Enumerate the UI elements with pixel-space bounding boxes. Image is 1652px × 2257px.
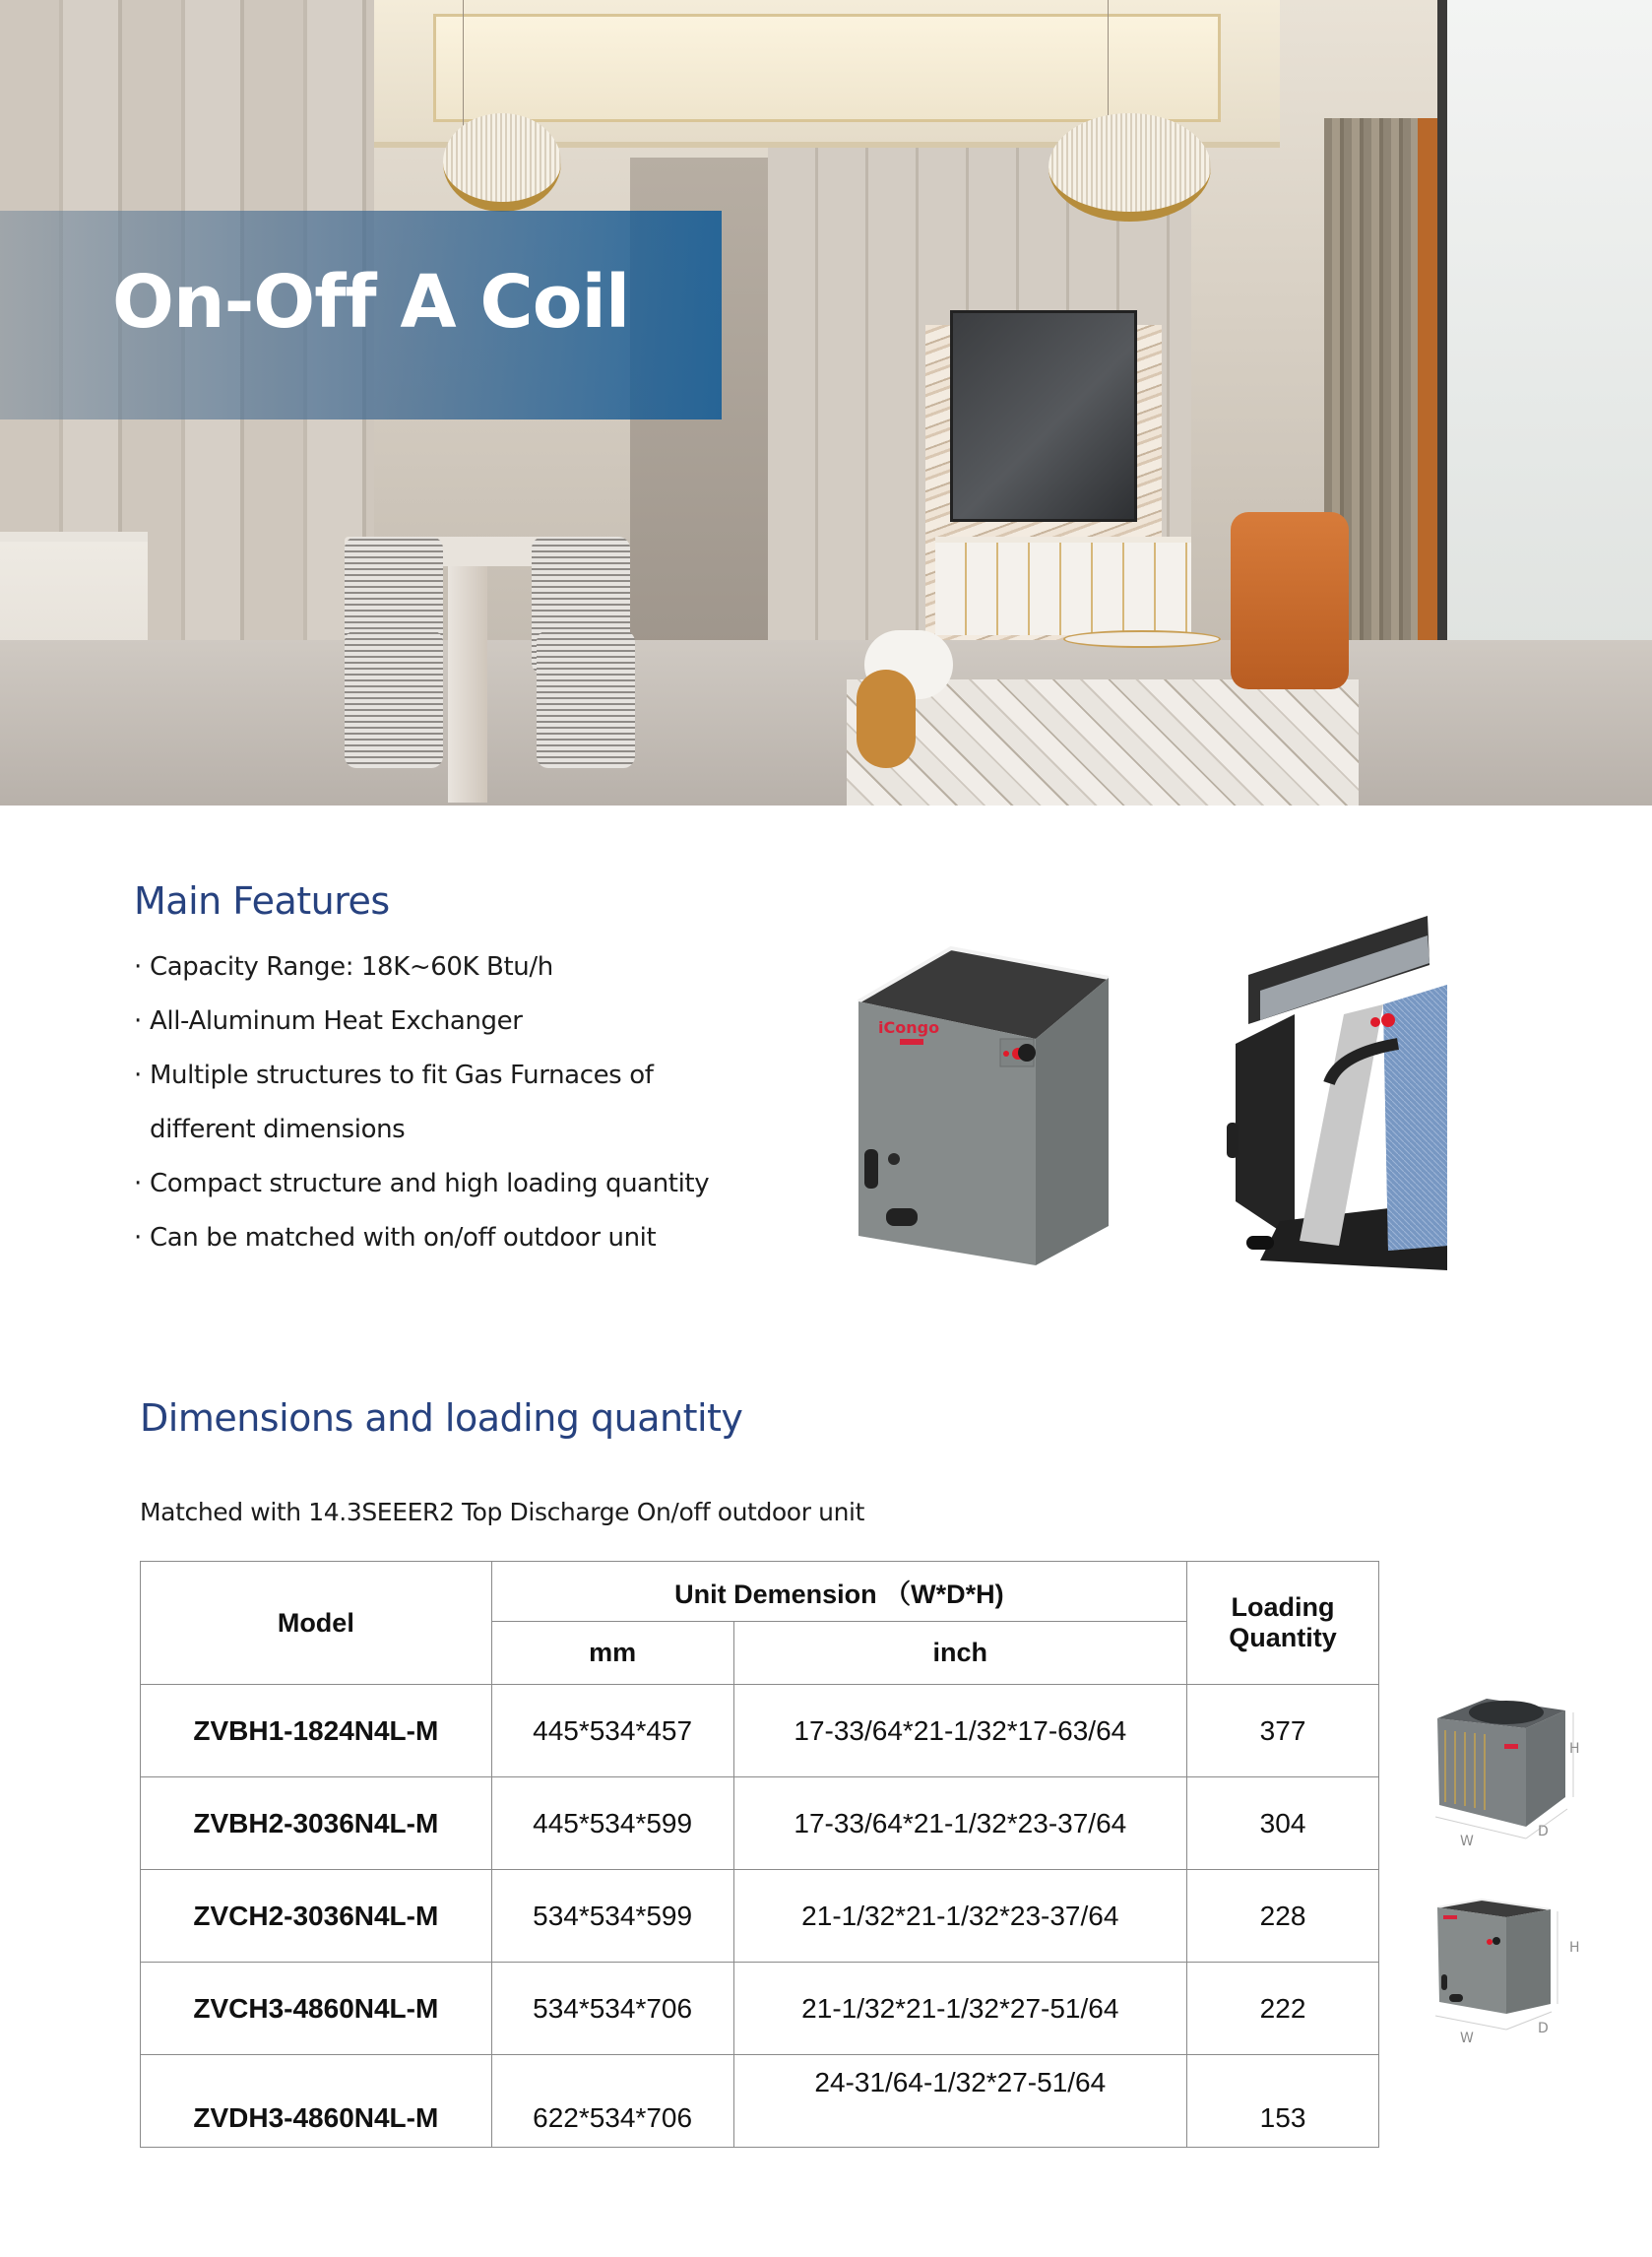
dimensions-table: [140, 1561, 1379, 2148]
height-label: H: [1569, 1940, 1580, 1956]
cell-mm: 534*534*706: [491, 1963, 733, 2055]
hero-armchair: [1231, 512, 1349, 689]
depth-label: D: [1538, 2021, 1549, 2036]
table-row: [141, 1685, 1379, 1777]
table-row: [141, 1963, 1379, 2055]
cell-qty: 228: [1187, 1870, 1379, 1963]
bullet: ·: [134, 1169, 142, 1198]
cell-mm: 534*534*599: [491, 1870, 733, 1963]
product-image-cased-coil: [853, 940, 1138, 1265]
table-subtitle: Matched with 14.3SEEER2 Top Discharge On/off outdoor unit: [140, 1498, 864, 1526]
cell-qty: 222: [1187, 1963, 1379, 2055]
page-title: On-Off A Coil: [112, 260, 630, 345]
brand-logo: iCongo: [878, 1018, 940, 1037]
header-unit-dimension: Unit Demension （W*D*H): [491, 1562, 1186, 1622]
width-label: W: [1460, 1834, 1474, 1849]
cell-inch: 17-33/64*21-1/32*23-37/64: [733, 1777, 1187, 1870]
hero-window: [1437, 0, 1652, 689]
hero-banner: [0, 0, 1652, 806]
cell-mm: 445*534*457: [491, 1685, 733, 1777]
table-row: [141, 2055, 1379, 2148]
fan-grille: [1469, 1701, 1544, 1724]
table-row: [141, 1777, 1379, 1870]
feature-item: · All-Aluminum Heat Exchanger: [134, 995, 784, 1049]
hero-chair: [537, 630, 635, 768]
header-mm: mm: [491, 1622, 733, 1685]
drain-port: [864, 1149, 878, 1189]
cell-inch: 17-33/64*21-1/32*17-63/64: [733, 1685, 1187, 1777]
cell-qty: 377: [1187, 1685, 1379, 1777]
hero-chandelier: [1048, 113, 1211, 222]
cell-model: ZVDH3-4860N4L-M: [141, 2055, 492, 2148]
coil-side-panel: [1236, 1014, 1295, 1241]
product-image-coil-cutaway: [1221, 906, 1447, 1270]
a-coil-figure: [1428, 1896, 1575, 2048]
depth-label: D: [1538, 1824, 1549, 1839]
feature-item: · Capacity Range: 18K~60K Btu/h: [134, 940, 784, 995]
feature-item: · Compact structure and high loading quantity: [134, 1157, 784, 1211]
dimensions-heading: Dimensions and loading quantity: [140, 1396, 743, 1440]
cell-inch: 21-1/32*21-1/32*27-51/64: [733, 1963, 1187, 2055]
hero-chandelier: [443, 113, 561, 212]
features-list: [134, 940, 784, 1265]
hero-ceiling-light: [433, 14, 1221, 122]
width-label: W: [1460, 2031, 1474, 2046]
table-row: [141, 1870, 1379, 1963]
height-label: H: [1569, 1741, 1580, 1757]
table-header-row: [141, 1562, 1379, 1622]
bullet: ·: [134, 1061, 142, 1090]
cell-model: ZVCH2-3036N4L-M: [141, 1870, 492, 1963]
brand-logo: [1504, 1744, 1518, 1749]
feature-item-continuation: different dimensions: [150, 1115, 406, 1144]
cell-mm: 445*534*599: [491, 1777, 733, 1870]
bullet: ·: [134, 1223, 142, 1253]
drain-port: [886, 1208, 918, 1226]
hero-chandelier-wire: [463, 0, 464, 128]
hero-ottoman: [857, 670, 916, 768]
hero-tv: [950, 310, 1137, 522]
hero-coffee-table: [1063, 630, 1221, 648]
hero-sideboard: [935, 537, 1191, 635]
cell-inch: 24-31/64-1/32*27-51/64: [733, 2055, 1187, 2148]
cell-mm: 622*534*706: [491, 2055, 733, 2148]
bullet: ·: [134, 1006, 142, 1036]
header-model: Model: [141, 1562, 492, 1685]
cell-model: ZVBH2-3036N4L-M: [141, 1777, 492, 1870]
brand-logo: [1443, 1915, 1457, 1919]
cell-qty: 304: [1187, 1777, 1379, 1870]
features-heading: Main Features: [134, 879, 390, 923]
hero-table-leg: [448, 566, 487, 803]
hero-floor: [0, 640, 1652, 806]
outdoor-unit-figure: [1428, 1689, 1575, 1846]
coil-slab-left: [1300, 1004, 1383, 1246]
bullet: ·: [134, 952, 142, 982]
cell-inch: 21-1/32*21-1/32*23-37/64: [733, 1870, 1187, 1963]
title-band: [0, 211, 722, 419]
feature-item: · Multiple structures to fit Gas Furnaces of: [134, 1049, 784, 1103]
header-inch: inch: [733, 1622, 1187, 1685]
header-loading-quantity: Loading Quantity: [1187, 1562, 1379, 1685]
hero-chair: [345, 630, 443, 768]
hero-chandelier-wire: [1108, 0, 1109, 118]
cell-model: ZVBH1-1824N4L-M: [141, 1685, 492, 1777]
feature-item: · Can be matched with on/off outdoor unit: [134, 1211, 784, 1265]
cell-qty: 153: [1187, 2055, 1379, 2148]
cell-model: ZVCH3-4860N4L-M: [141, 1963, 492, 2055]
hero-curtain-edge: [1418, 118, 1437, 709]
